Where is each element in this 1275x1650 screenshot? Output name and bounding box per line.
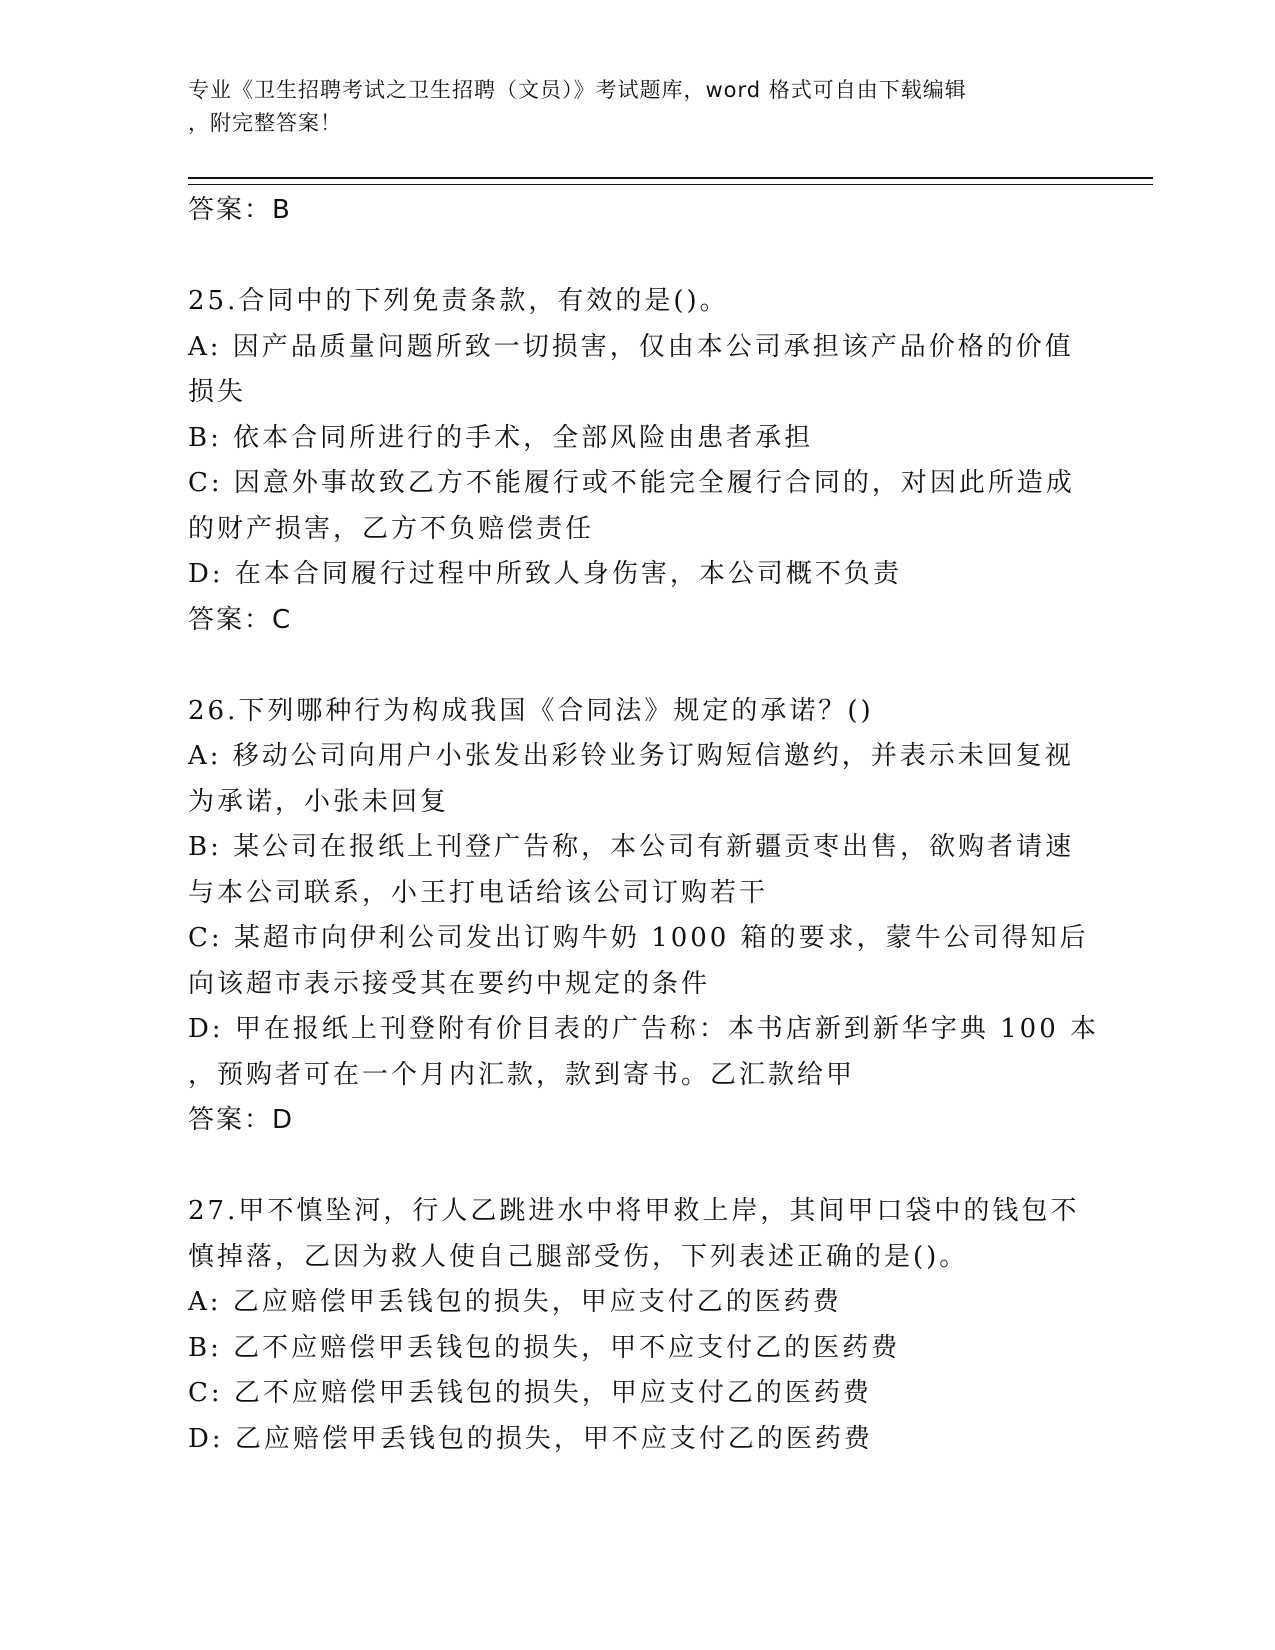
option-b (188, 825, 1088, 916)
answer-26: 答案：D (188, 1105, 295, 1135)
option-line: C: 因意外事故致乙方不能履行或不能完全履行合同的，对因此所造成 (188, 468, 1075, 498)
question-25 (188, 279, 1088, 643)
header-divider (188, 177, 1153, 185)
option-line: A: 因产品质量问题所致一切损害，仅由本公司承担该产品价格的价值 (188, 331, 1074, 362)
option-a (188, 1280, 1088, 1326)
option-line: 为承诺，小张未回复 (188, 786, 450, 817)
option-c (188, 916, 1088, 1007)
spacer (188, 1144, 1088, 1190)
option-c (188, 1371, 1088, 1417)
document-header (188, 74, 1068, 140)
option-b (188, 416, 1088, 462)
option-b (188, 1326, 1088, 1372)
option-line: D: 乙应赔偿甲丢钱包的损失，甲不应支付乙的医药费 (188, 1423, 873, 1454)
option-d (188, 552, 1088, 598)
header-line-1: 专业《卫生招聘考试之卫生招聘（文员）》考试题库，word 格式可自由下载编辑 (188, 78, 967, 102)
option-c (188, 461, 1088, 552)
option-line: A: 移动公司向用户小张发出彩铃业务订购短信邀约，并表示未回复视 (188, 741, 1074, 771)
option-a (188, 734, 1088, 825)
header-line-2: ，附完整答案！ (188, 111, 342, 135)
option-line: B: 依本合同所进行的手术，全部风险由患者承担 (188, 422, 814, 453)
question-27 (188, 1189, 1088, 1462)
option-line: 向该超市表示接受其在要约中规定的条件 (188, 968, 711, 999)
option-line: B: 乙不应赔偿甲丢钱包的损失，甲不应支付乙的医药费 (188, 1332, 901, 1363)
option-a (188, 325, 1088, 416)
question-26 (188, 689, 1100, 1144)
option-line: B: 某公司在报纸上刊登广告称，本公司有新疆贡枣出售，欲购者请速 (188, 832, 1075, 862)
option-line: 的财产损害，乙方不负赔偿责任 (188, 513, 595, 544)
spacer (188, 234, 1088, 280)
question-stem: 慎掉落，乙因为救人使自己腿部受伤，下列表述正确的是()。 (188, 1241, 969, 1272)
option-line: C: 某超市向伊利公司发出订购牛奶 1000 箱的要求，蒙牛公司得知后 (188, 923, 1089, 953)
option-line: 损失 (188, 377, 247, 407)
question-stem: 27.甲不慎坠河，行人乙跳进水中将甲救上岸，其间甲口袋中的钱包不 (188, 1196, 1080, 1226)
question-stem: 25.合同中的下列免责条款，有效的是()。 (188, 286, 729, 316)
option-line: D: 在本合同履行过程中所致人身伤害，本公司概不负责 (188, 559, 902, 589)
answer-24: 答案：B (188, 195, 292, 225)
option-d (188, 1417, 1088, 1463)
option-d (188, 1007, 1100, 1098)
option-line: A: 乙应赔偿甲丢钱包的损失，甲应支付乙的医药费 (188, 1287, 842, 1317)
question-stem: 26.下列哪种行为构成我国《合同法》规定的承诺？() (188, 695, 874, 726)
answer-25: 答案：C (188, 604, 293, 635)
option-line: 与本公司联系，小王打电话给该公司订购若干 (188, 877, 769, 908)
question-list (188, 188, 1100, 1462)
option-line: ，预购者可在一个月内汇款，款到寄书。乙汇款给甲 (188, 1059, 856, 1090)
option-line: C: 乙不应赔偿甲丢钱包的损失，甲应支付乙的医药费 (188, 1378, 872, 1408)
option-line: D: 甲在报纸上刊登附有价目表的广告称：本书店新到新华字典 100 本 (188, 1014, 1100, 1044)
spacer (188, 643, 1088, 689)
